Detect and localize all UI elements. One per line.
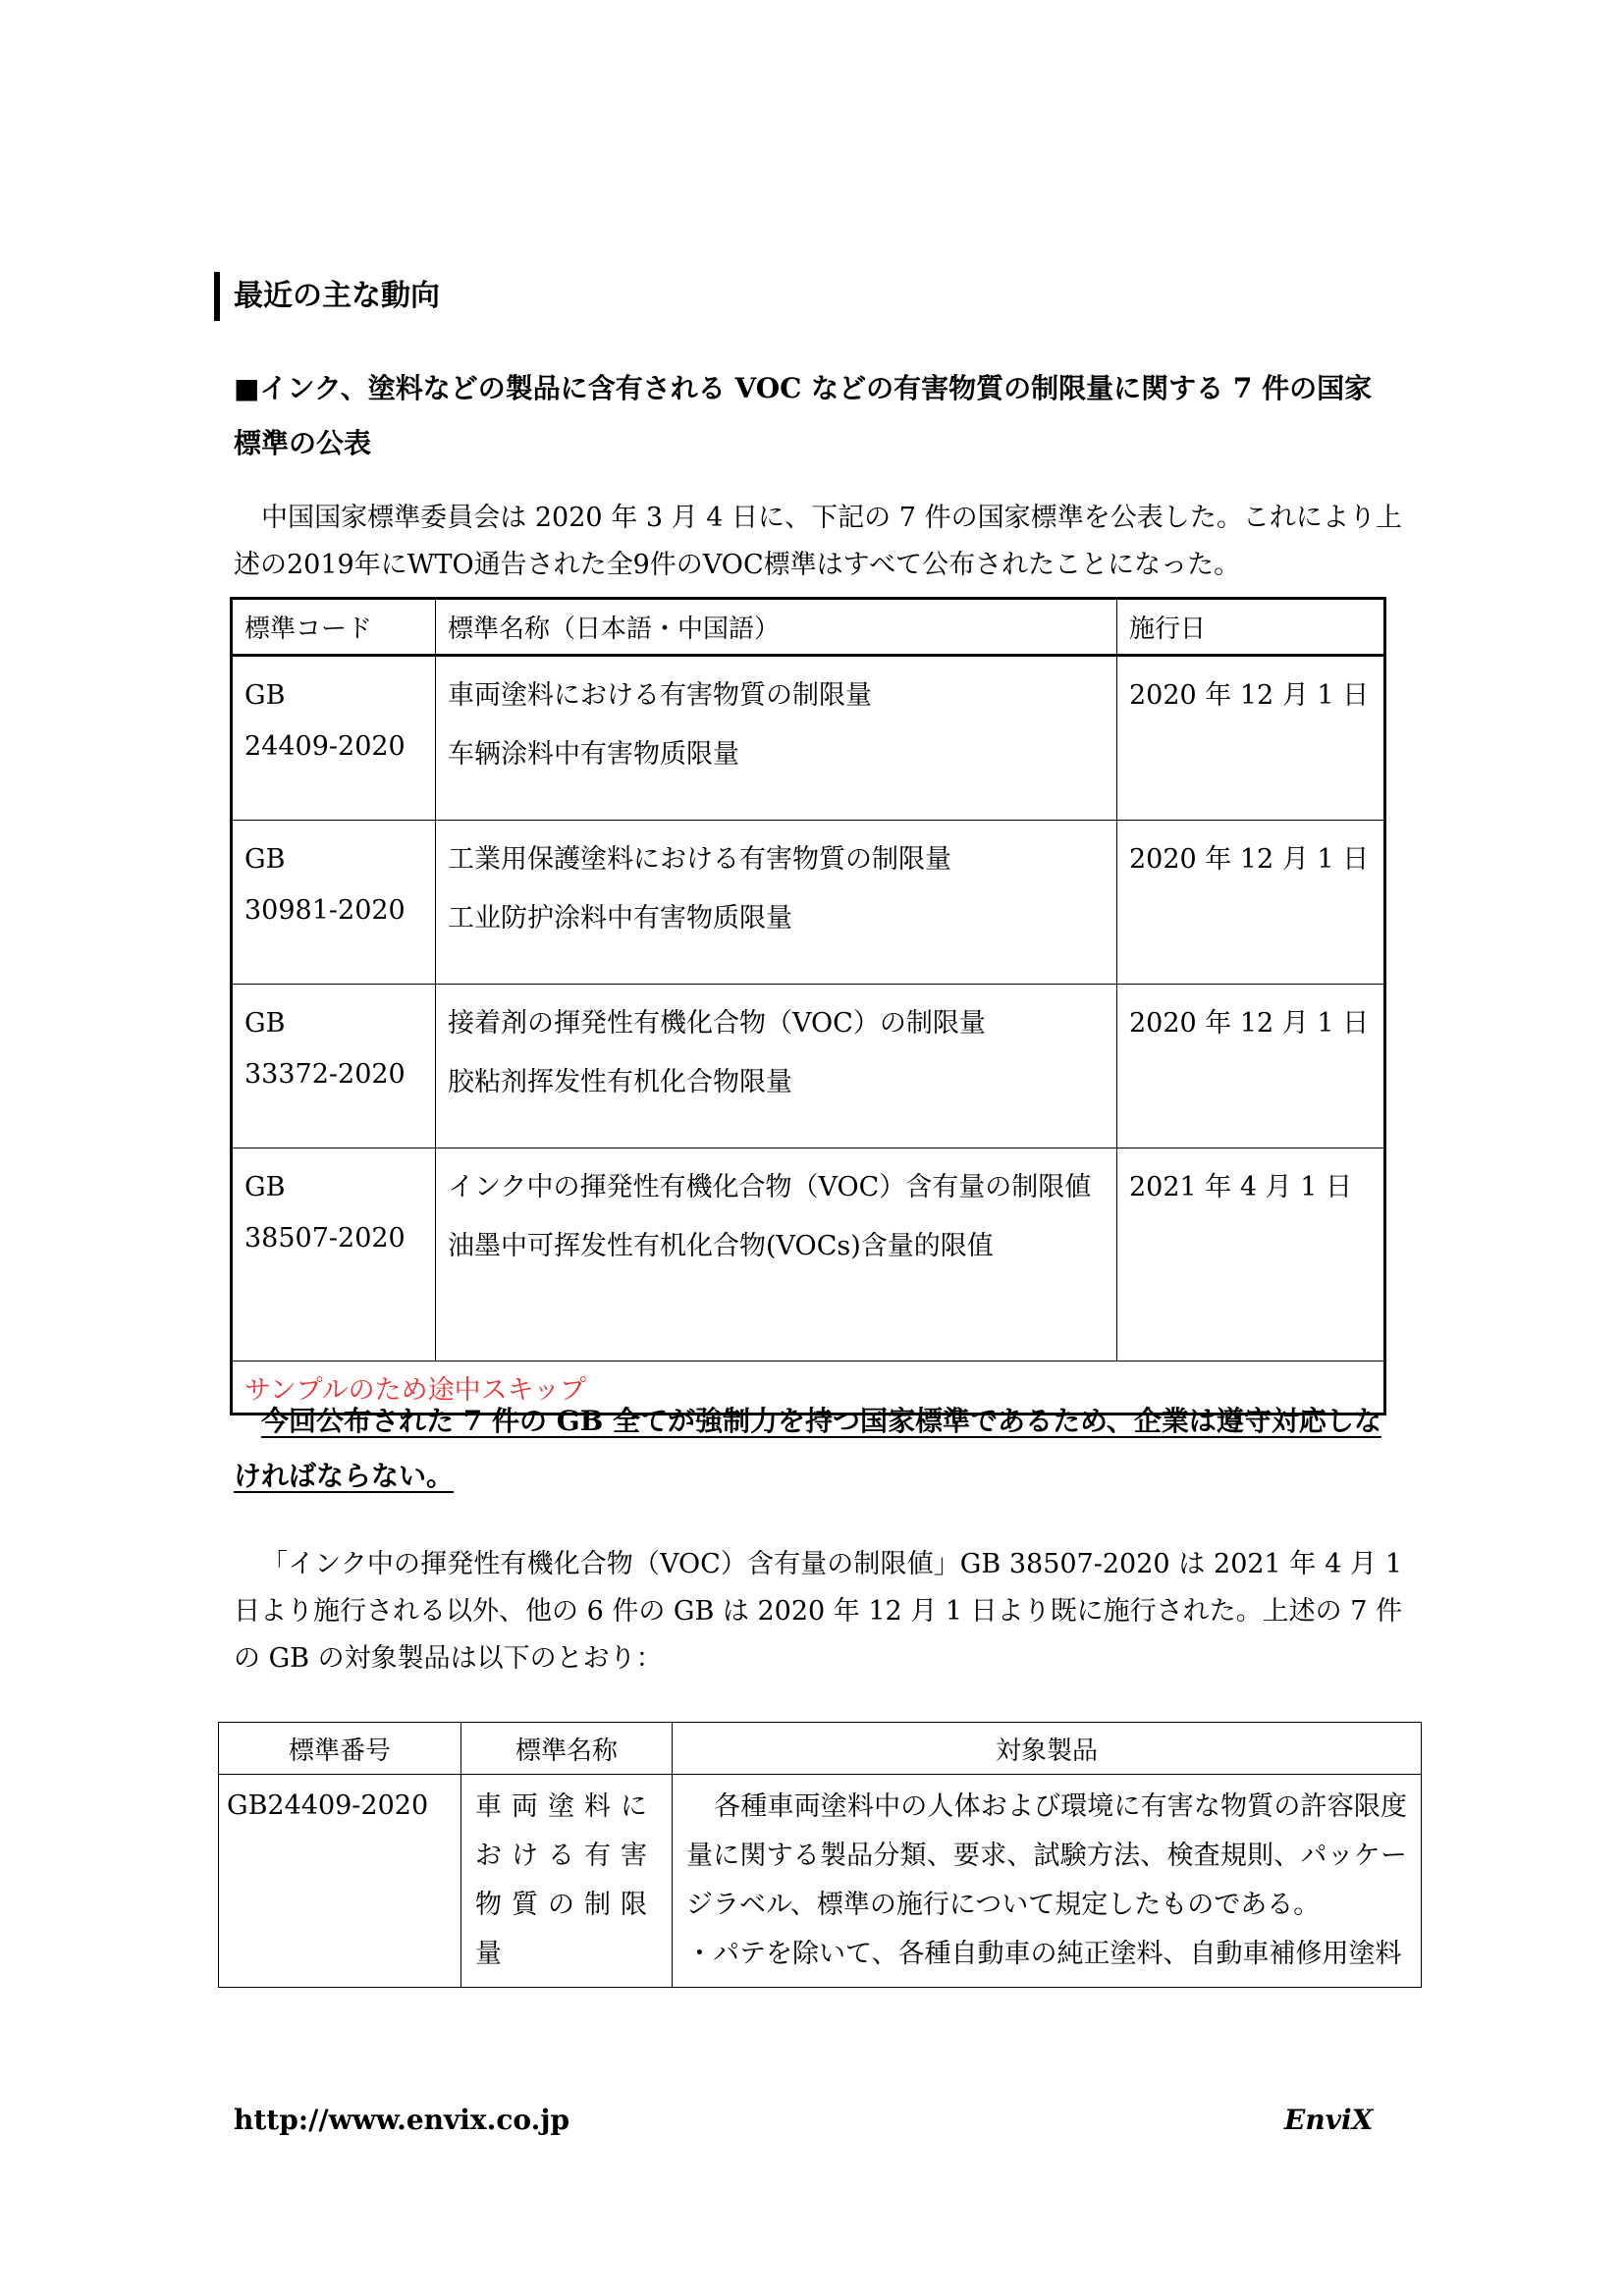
header-target: 対象製品 <box>673 1723 1422 1775</box>
scope-paragraph <box>234 1541 1402 1682</box>
standard-code: GB 38507-2020 <box>232 1148 436 1362</box>
effective-date: 2020 年 12 月 1 日 <box>1117 656 1385 821</box>
compliance-notice <box>234 1394 1402 1504</box>
table-row <box>232 1148 1385 1362</box>
effective-date: 2021 年 4 月 1 日 <box>1117 1148 1385 1362</box>
table-row <box>219 1775 1422 1988</box>
header-standard-name: 標準名称 <box>461 1723 673 1775</box>
target-products <box>673 1775 1422 1988</box>
standard-name: 接着剤の揮発性有機化合物（VOC）の制限量 胶粘剂挥发性有机化合物限量 <box>436 985 1117 1148</box>
standard-name: 車両塗料における有害物質の制限量 <box>461 1775 673 1988</box>
standard-name: インク中の揮発性有機化合物（VOC）含有量の制限値 油墨中可挥发性有机化合物(VOCs)含量的限值 <box>436 1148 1117 1362</box>
compliance-text: 今回公布された 7 件の GB 全てが強制力を持つ国家標準であるため、企業は遵守対応しなければならない。 <box>234 1405 1381 1492</box>
standard-code: GB 30981-2020 <box>232 821 436 985</box>
standard-code: GB 33372-2020 <box>232 985 436 1148</box>
effective-date: 2020 年 12 月 1 日 <box>1117 985 1385 1148</box>
header-code: 標準コード <box>232 599 436 656</box>
standard-name: 工業用保護塗料における有害物質の制限量 工业防护涂料中有害物质限量 <box>436 821 1117 985</box>
table-row <box>232 656 1385 821</box>
effective-date: 2020 年 12 月 1 日 <box>1117 821 1385 985</box>
news-subheading: ■インク、塗料などの製品に含有される VOC などの有害物質の制限量に関する 7 件の国家標準の公表 <box>234 372 1373 459</box>
header-date: 施行日 <box>1117 599 1385 656</box>
skip-note: サンプルのため途中スキップ <box>232 1362 1385 1415</box>
standard-name: 車両塗料における有害物質の制限量 车辆涂料中有害物质限量 <box>436 656 1117 821</box>
standards-table-header <box>232 599 1385 656</box>
standard-number: GB24409-2020 <box>219 1775 461 1988</box>
target-description: 各種車両塗料中の人体および環境に有害な物質の許容限度量に関する製品分類、要求、試験方法、検査規則、パッケージラベル、標準の施行について規定したものである。 <box>686 1791 1407 1920</box>
intro-paragraph <box>234 495 1402 589</box>
scope-text: 「インク中の揮発性有機化合物（VOC）含有量の制限値」GB 38507-2020 は 2021 年 4 月 1 日より施行される以外、他の 6 件の GB は 2020 年 12 月 1 日より既に施行された。上述の 7 件の GB の対象製品は以下のとおり： <box>234 1549 1403 1674</box>
standard-code: GB 24409-2020 <box>232 656 436 821</box>
footer-brand: EnviX <box>1284 2104 1374 2136</box>
table-row <box>232 821 1385 985</box>
target-table-header <box>219 1723 1422 1775</box>
header-number: 標準番号 <box>219 1723 461 1775</box>
intro-text: 中国国家標準委員会は 2020 年 3 月 4 日に、下記の 7 件の国家標準を公表した。これにより上述の2019年にWTO通告された全9件のVOC標準はすべて公布されたことになった。 <box>234 503 1402 580</box>
header-name: 標準名称（日本語・中国語） <box>436 599 1117 656</box>
section-heading: 最近の主な動向 <box>214 272 440 321</box>
footer-url[interactable]: http://www.envix.co.jp <box>234 2104 570 2136</box>
table-row <box>232 985 1385 1148</box>
standards-table <box>230 597 1386 1415</box>
target-bullet: ・パテを除いて、各種自動車の純正塗料、自動車補修用塗料 <box>686 1939 1402 1969</box>
target-products-table <box>218 1722 1422 1988</box>
